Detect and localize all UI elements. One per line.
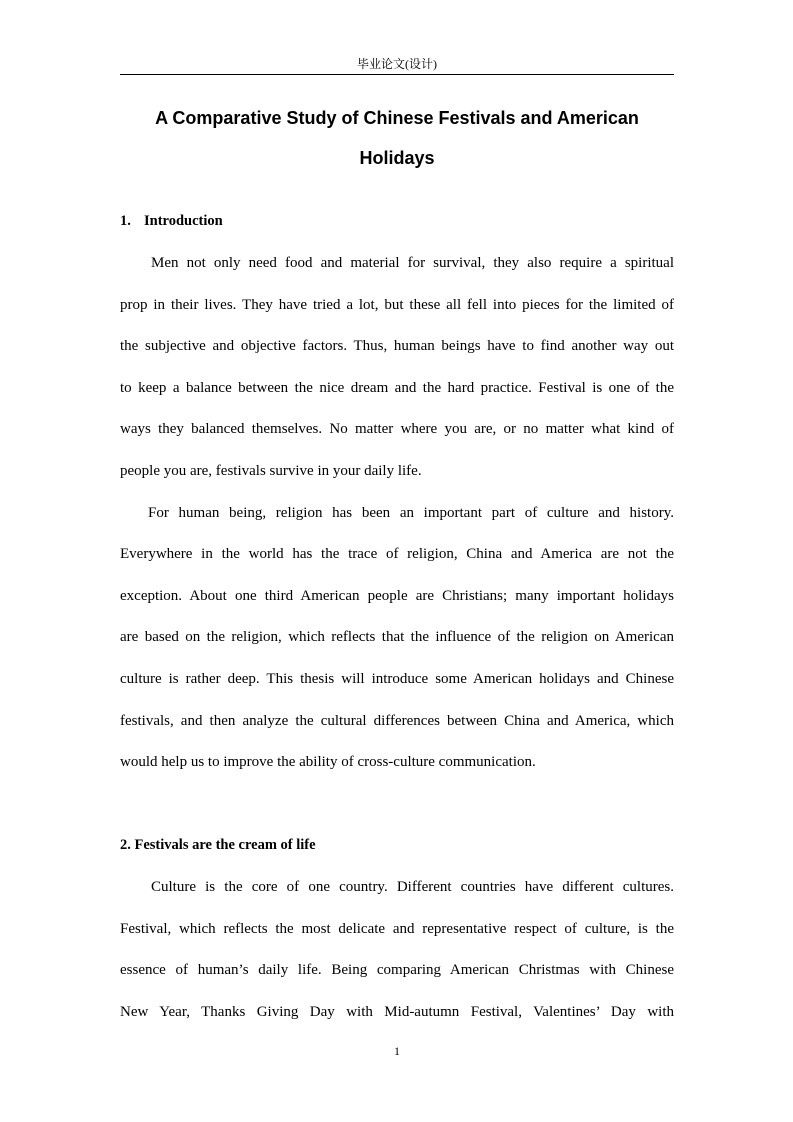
paragraph-line: to keep a balance between the nice dream and the hard practice. Festival is one of the <box>120 380 674 396</box>
paragraph-line: people you are, festivals survive in your daily life. <box>120 463 422 479</box>
paragraph-line: are based on the religion, which reflects that the influence of the religion on American <box>120 629 674 645</box>
section-heading-introduction <box>120 212 223 230</box>
paragraph-line: festivals, and then analyze the cultural differences between China and America, which <box>120 713 674 729</box>
paragraph-line: Everywhere in the world has the trace of religion, China and America are not the <box>120 546 674 562</box>
section-number: 1. <box>120 213 131 229</box>
paragraph-line: would help us to improve the ability of cross-culture communication. <box>120 754 536 770</box>
paragraph-line: Festival, which reflects the most delicate and representative respect of culture, is the <box>120 921 674 937</box>
paragraph-line: culture is rather deep. This thesis will introduce some American holidays and Chinese <box>120 671 674 687</box>
paragraph-line: For human being, religion has been an important part of culture and history. <box>148 505 674 521</box>
page-header: 毕业论文(设计) <box>357 57 437 71</box>
header-rule <box>120 74 674 75</box>
paragraph-line: the subjective and objective factors. Thus, human beings have to find another way out <box>120 338 674 354</box>
document-title-line-1: A Comparative Study of Chinese Festivals and American <box>155 108 639 128</box>
document-title-line-2: Holidays <box>359 148 435 168</box>
paragraph-line: Men not only need food and material for survival, they also require a spiritual <box>151 255 674 271</box>
paragraph-line: ways they balanced themselves. No matter where you are, or no matter what kind of <box>120 421 674 437</box>
paragraph-line: essence of human’s daily life. Being comparing American Christmas with Chinese <box>120 962 674 978</box>
paragraph-line: Culture is the core of one country. Different countries have different cultures. <box>151 879 674 895</box>
section-heading-festivals: 2. Festivals are the cream of life <box>120 837 316 853</box>
page-number: 1 <box>394 1044 400 1058</box>
paragraph-line: New Year, Thanks Giving Day with Mid-autumn Festival, Valentines’ Day with <box>120 1004 674 1020</box>
paragraph-line: exception. About one third American people are Christians; many important holidays <box>120 588 674 604</box>
section-heading-text: Introduction <box>144 213 223 229</box>
paragraph-line: prop in their lives. They have tried a lot, but these all fell into pieces for the limited of <box>120 297 674 313</box>
